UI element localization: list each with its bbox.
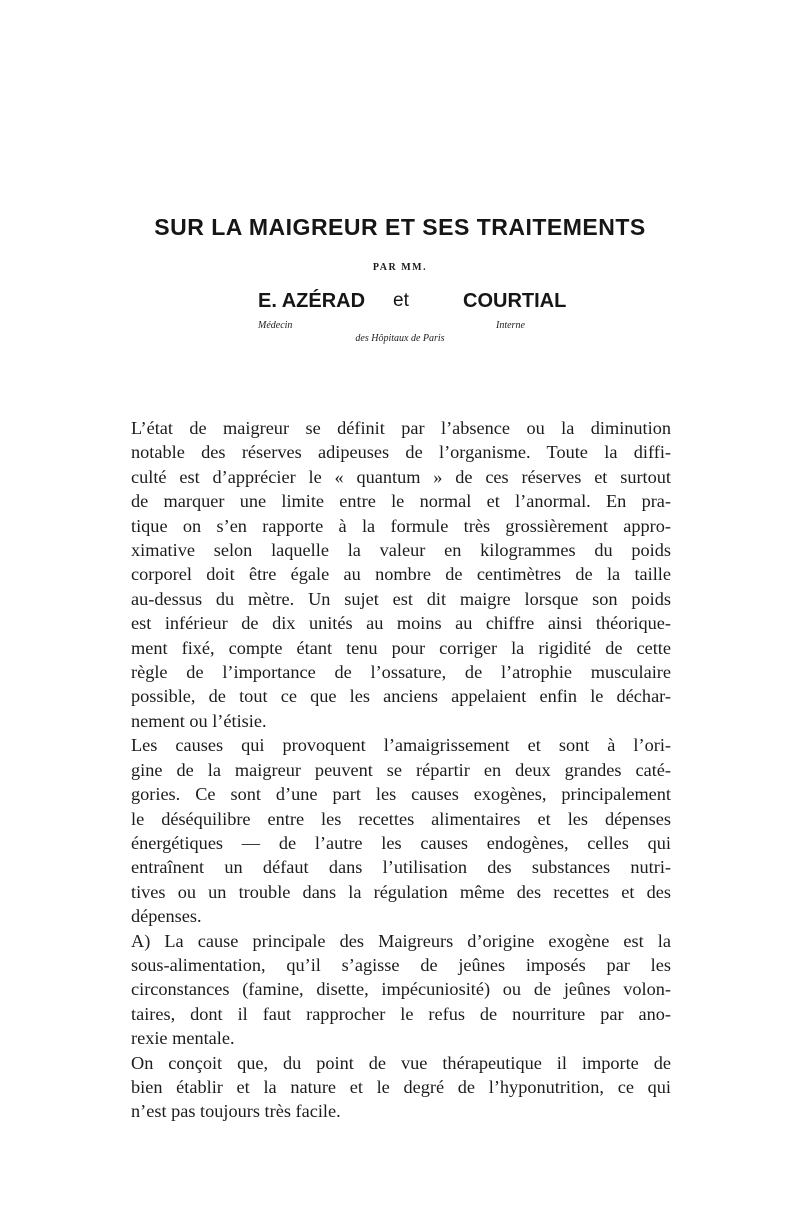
author-azerad: E. AZÉRAD <box>258 290 366 312</box>
body-line: énergétiques — de l’autre les causes endogènes, celles qui <box>131 832 671 853</box>
article-body <box>131 416 671 1124</box>
body-line: bien établir et la nature et le degré de l’hyponutrition, ce qui <box>131 1076 671 1097</box>
body-line: au-dessus du mètre. Un sujet est dit maigre lorsque son poids <box>131 588 671 609</box>
author-affiliation: des Hôpitaux de Paris <box>355 333 445 344</box>
body-line: règle de l’importance de l’ossature, de l’atrophie musculaire <box>131 662 671 683</box>
body-line: sous-alimentation, qu’il s’agisse de jeûnes imposés par les <box>131 954 671 975</box>
article-title: SUR LA MAIGREUR ET SES TRAITEMENTS <box>154 214 646 240</box>
body-line: n’est pas toujours très facile. <box>131 1101 341 1122</box>
body-line: gories. Ce sont d’une part les causes exogènes, principalement <box>131 784 671 805</box>
body-line: circonstances (famine, disette, impécuniosité) ou de jeûnes volon- <box>131 979 671 1000</box>
body-line: possible, de tout ce que les anciens appelaient enfin le déchar- <box>131 686 671 707</box>
body-line: L’état de maigreur se définit par l’absence ou la diminution <box>131 418 671 438</box>
body-line: taires, dont il faut rapprocher le refus de nourriture par ano- <box>131 1003 671 1024</box>
body-line: entraînent un défaut dans l’utilisation des substances nutri- <box>131 857 671 878</box>
author-courtial: COURTIAL <box>463 290 567 312</box>
body-line: ment fixé, compte étant tenu pour corriger la rigidité de cette <box>131 637 671 658</box>
body-line: Les causes qui provoquent l’amaigrissement et sont à l’ori- <box>131 735 671 756</box>
body-line: corporel doit être égale au nombre de centimètres de la taille <box>131 564 671 585</box>
body-line: ximative selon laquelle la valeur en kilogrammes du poids <box>131 540 671 561</box>
body-line: culté est d’apprécier le « quantum » de ces réserves et surtout <box>131 466 671 487</box>
author-conjunction: et <box>393 290 409 311</box>
body-line: dépenses. <box>131 906 202 927</box>
body-line: nement ou l’étisie. <box>131 710 267 731</box>
author-azerad-role: Médecin <box>258 320 293 331</box>
body-line: le déséquilibre entre les recettes alimentaires et les dépenses <box>131 808 671 829</box>
byline-label: PAR MM. <box>372 262 428 273</box>
body-line: tique on s’en rapporte à la formule très grossièrement appro- <box>131 515 671 536</box>
body-line: notable des réserves adipeuses de l’organisme. Toute la diffi- <box>131 442 671 463</box>
body-line: gine de la maigreur peuvent se répartir en deux grandes caté- <box>131 759 671 780</box>
body-line: rexie mentale. <box>131 1028 235 1049</box>
body-line: tives ou un trouble dans la régulation même des recettes et des <box>131 881 671 902</box>
body-line: On conçoit que, du point de vue thérapeutique il importe de <box>131 1052 671 1073</box>
author-courtial-role: Interne <box>496 320 525 331</box>
body-line: A) La cause principale des Maigreurs d’origine exogène est la <box>131 930 671 951</box>
body-line: est inférieur de dix unités au moins au chiffre ainsi théorique- <box>131 613 671 634</box>
body-line: de marquer une limite entre le normal et l’anormal. En pra- <box>131 491 671 512</box>
